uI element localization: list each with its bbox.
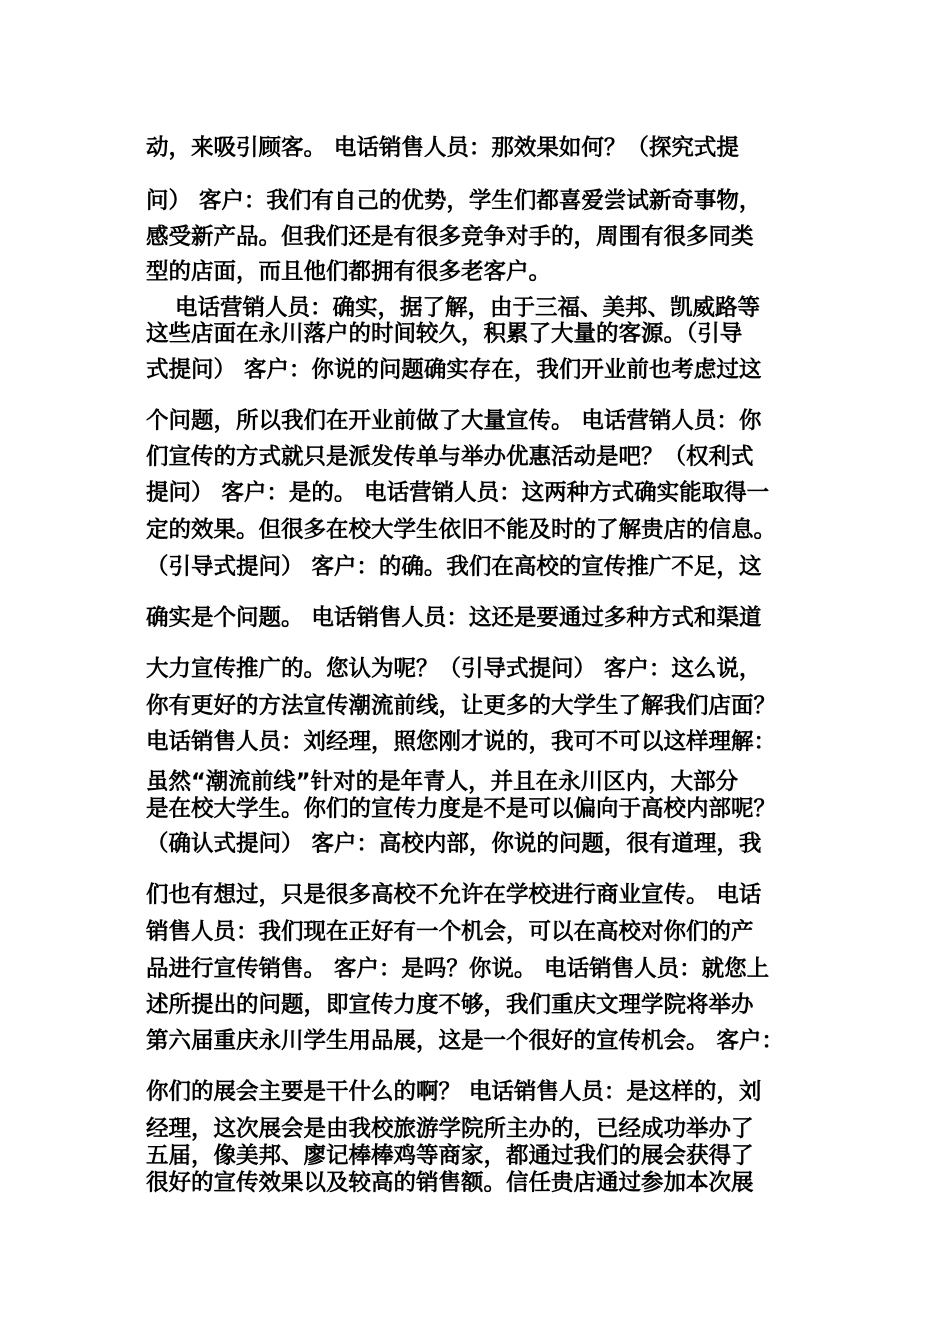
- text-line: 五届，像美邦、廖记棒棒鸡等商家，都通过我们的展会获得了: [146, 1143, 754, 1169]
- text-line: 是在校大学生。你们的宣传力度是不是可以偏向于高校内部呢？: [146, 796, 777, 822]
- text-line: 提问） 客户：是的。 电话营销人员：这两种方式确实能取得一: [146, 480, 770, 506]
- text-line: 大力宣传推广的。您认为呢？（引导式提问） 客户：这么说，: [146, 656, 762, 682]
- text-line: 经理，这次展会是由我校旅游学院所主办的，已经成功举办了: [146, 1116, 754, 1142]
- text-line: 动，来吸引顾客。 电话销售人员：那效果如何？（探究式提: [146, 135, 739, 161]
- text-line: （引导式提问） 客户：的确。我们在高校的宣传推广不足，这: [146, 554, 762, 580]
- text-line: 销售人员：我们现在正好有一个机会，可以在高校对你们的产: [146, 919, 754, 945]
- text-line: 第六届重庆永川学生用品展，这是一个很好的宣传机会。 客户：: [146, 1028, 784, 1054]
- text-line: 电话销售人员：刘经理，照您刚才说的，我可不可以这样理解：: [146, 729, 777, 755]
- text-line: 虽然“潮流前线”针对的是年青人，并且在永川区内，大部分: [146, 769, 739, 795]
- text-line: 这些店面在永川落户的时间较久，积累了大量的客源。（引导: [146, 321, 743, 347]
- text-line: 你们的展会主要是干什么的啊？ 电话销售人员：是这样的，刘: [146, 1079, 762, 1105]
- text-line: 型的店面，而且他们都拥有很多老客户。: [146, 259, 552, 285]
- text-line: 们宣传的方式就只是派发传单与举办优惠活动是吧？（权利式: [146, 444, 754, 470]
- text-line: 定的效果。但很多在校大学生依旧不能及时的了解贵店的信息。: [146, 517, 777, 543]
- text-line: 个问题，所以我们在开业前做了大量宣传。 电话营销人员：你: [146, 408, 762, 434]
- text-line: （确认式提问） 客户：高校内部，你说的问题，很有道理，我: [146, 831, 762, 857]
- text-line: 很好的宣传效果以及较高的销售额。信任贵店通过参加本次展: [146, 1170, 754, 1196]
- text-line: 电话营销人员：确实，据了解，由于三福、美邦、凯威路等: [175, 295, 761, 321]
- text-line: 你有更好的方法宣传潮流前线，让更多的大学生了解我们店面？: [146, 693, 777, 719]
- text-line: 感受新产品。但我们还是有很多竞争对手的，周围有很多同类: [146, 224, 754, 250]
- text-line: 式提问） 客户：你说的问题确实存在，我们开业前也考虑过这: [146, 357, 762, 383]
- text-line: 问） 客户：我们有自己的优势，学生们都喜爱尝试新奇事物，: [146, 188, 762, 214]
- text-line: 述所提出的问题，即宣传力度不够，我们重庆文理学院将举办: [146, 992, 754, 1018]
- text-line: 确实是个问题。 电话销售人员：这还是要通过多种方式和渠道: [146, 605, 762, 631]
- text-line: 们也有想过，只是很多高校不允许在学校进行商业宣传。 电话: [146, 882, 762, 908]
- text-line: 品进行宣传销售。 客户：是吗？你说。 电话销售人员：就您上: [146, 956, 770, 982]
